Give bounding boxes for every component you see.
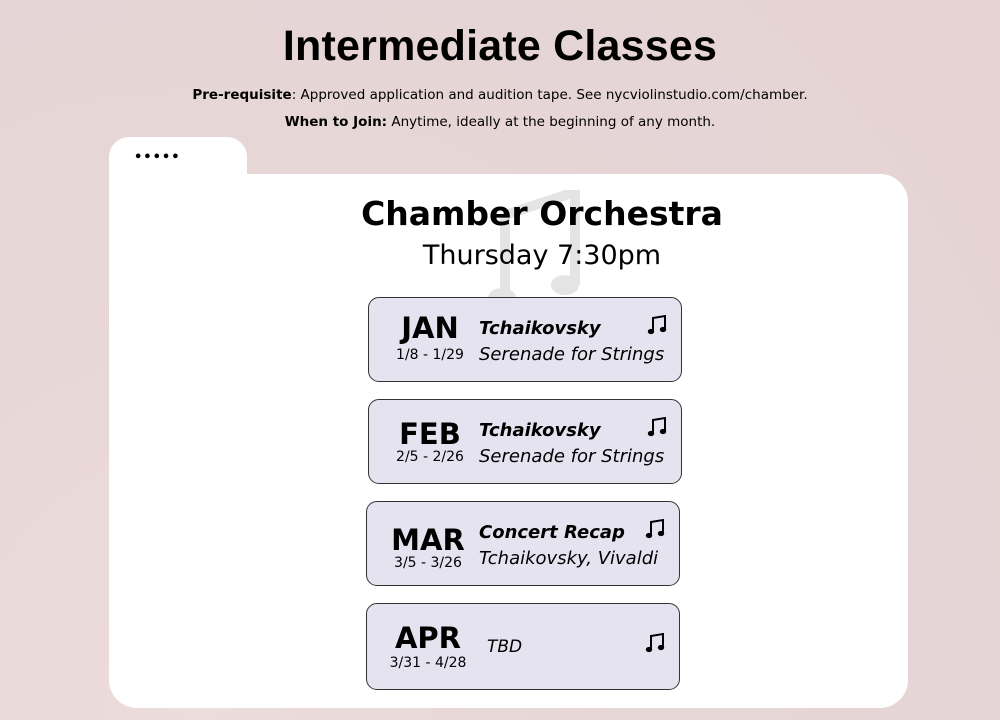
month-piece: TBD: [487, 637, 523, 657]
music-note-icon: [645, 518, 665, 540]
tab-dots: •••••: [134, 150, 181, 165]
page-title: Intermediate Classes: [282, 22, 718, 70]
month-date-range: 2/5 - 2/26: [396, 449, 464, 465]
month-detail: Tchaikovsky, Vivaldi: [479, 548, 659, 569]
class-title: Chamber Orchestra: [361, 194, 723, 233]
month-item-feb: [368, 399, 682, 484]
month-detail: Serenade for Strings: [479, 446, 665, 467]
month-detail: Serenade for Strings: [479, 344, 665, 365]
month-date-range: 3/31 - 4/28: [389, 655, 467, 671]
month-piece: Concert Recap: [479, 522, 625, 543]
music-note-icon: [645, 632, 665, 654]
when-to-join-text: Anytime, ideally at the beginning of any month.: [387, 114, 716, 130]
class-time: Thursday 7:30pm: [422, 240, 662, 271]
when-to-join-label: When to Join:: [284, 114, 388, 130]
month-item-jan: [368, 297, 682, 382]
when-to-join-line: [0, 113, 1000, 131]
month-piece: Tchaikovsky: [479, 420, 601, 441]
month-abbr: FEB: [399, 417, 461, 451]
prerequisite-line: [0, 86, 1000, 104]
month-piece: Tchaikovsky: [479, 318, 601, 339]
music-note-icon: [647, 416, 667, 438]
month-item-apr: [366, 603, 680, 690]
prerequisite-label: Pre-requisite: [192, 87, 292, 103]
prerequisite-text: : Approved application and audition tape. See nycviolinstudio.com/chamber.: [291, 87, 808, 103]
month-abbr: JAN: [401, 311, 459, 345]
month-item-mar: [366, 501, 680, 586]
month-date-range: 1/8 - 1/29: [396, 347, 464, 363]
music-note-icon: [647, 314, 667, 336]
month-date-range: 3/5 - 3/26: [394, 555, 462, 571]
month-abbr: APR: [394, 621, 462, 655]
month-abbr: MAR: [391, 523, 465, 557]
